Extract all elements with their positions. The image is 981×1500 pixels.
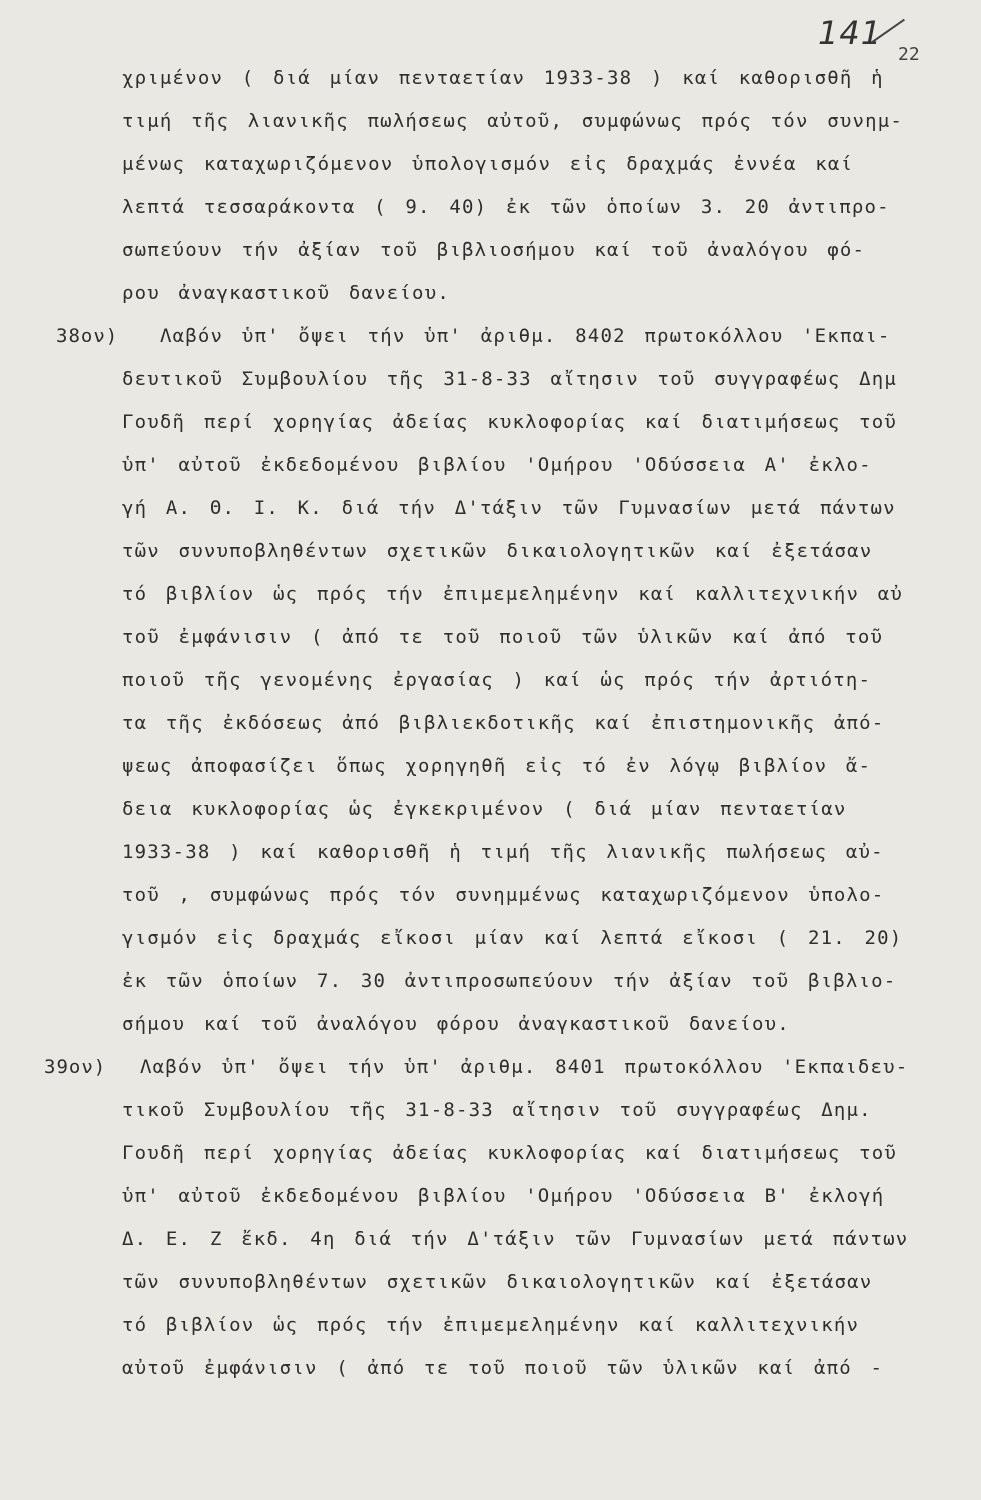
paragraph-number: 38ον) bbox=[56, 325, 119, 347]
text-line: τοῦ ἐμφάνισιν ( ἀπό τε τοῦ ποιοῦ τῶν ὑλικῶν καί ἀπό τοῦ bbox=[122, 626, 884, 648]
text-line: σήμου καί τοῦ ἀναλόγου φόρου ἀναγκαστικοῦ δανείου. bbox=[122, 1013, 790, 1035]
handwritten-page-number: 141 bbox=[818, 14, 883, 52]
text-line: χριμένον ( διά μίαν πενταετίαν 1933-38 ) καί καθορισθῆ ἡ bbox=[122, 67, 884, 89]
text-line: ὑπ' αὐτοῦ ἐκδεδομένου βιβλίου 'Ομήρου 'Οδύσσεια Α' ἐκλο- bbox=[122, 454, 872, 476]
text-line: τικοῦ Συμβουλίου τῆς 31-8-33 αἴτησιν τοῦ συγγραφέως Δημ. bbox=[122, 1099, 872, 1121]
text-line: ποιοῦ τῆς γενομένης ἐργασίας ) καί ὡς πρός τήν ἀρτιότη- bbox=[122, 669, 872, 691]
text-line: ὑπ' αὐτοῦ ἐκδεδομένου βιβλίου 'Ομήρου 'Οδύσσεια Β' ἐκλογή bbox=[122, 1185, 885, 1207]
text-line: μένως καταχωριζόμενον ὑπολογισμόν εἰς δραχμάς ἐννέα καί bbox=[122, 153, 854, 175]
text-line: Λαβόν ὑπ' ὄψει τήν ὑπ' ἀριθμ. 8402 πρωτοκόλλου 'Εκπαι- bbox=[160, 325, 891, 347]
typed-page-number: 22 bbox=[898, 44, 920, 65]
text-line: αὐτοῦ ἐμφάνισιν ( ἀπό τε τοῦ ποιοῦ τῶν ὑλικῶν καί ἀπό - bbox=[122, 1357, 884, 1379]
paragraph-number: 39ον) bbox=[44, 1056, 107, 1078]
text-line: τοῦ , συμφώνως πρός τόν συνημμένως καταχωριζόμενον ὑπολο- bbox=[122, 884, 885, 906]
text-line: ρου ἀναγκαστικοῦ δανείου. bbox=[122, 282, 450, 304]
text-line: Λαβόν ὑπ' ὄψει τήν ὑπ' ἀριθμ. 8401 πρωτοκόλλου 'Εκπαιδευ- bbox=[140, 1056, 909, 1078]
text-line: δευτικοῦ Συμβουλίου τῆς 31-8-33 αἴτησιν τοῦ συγγραφέως Δημ bbox=[122, 368, 898, 390]
text-line: τα τῆς ἐκδόσεως ἀπό βιβλιεκδοτικῆς καί ἐπιστημονικῆς ἀπό- bbox=[122, 712, 885, 734]
text-line: 1933-38 ) καί καθορισθῆ ἡ τιμή τῆς λιανικῆς πωλήσεως αὐ- bbox=[122, 841, 884, 863]
text-line: σωπεύουν τήν ἀξίαν τοῦ βιβλιοσήμου καί τοῦ ἀναλόγου φό- bbox=[122, 239, 866, 261]
text-line: Γουδῆ περί χορηγίας ἀδείας κυκλοφορίας καί διατιμήσεως τοῦ bbox=[122, 1142, 898, 1164]
text-line: ἐκ τῶν ὁποίων 7. 30 ἀντιπροσωπεύουν τήν ἀξίαν τοῦ βιβλιο- bbox=[122, 970, 897, 992]
text-line: γή Α. Θ. Ι. Κ. διά τήν Δ'τάξιν τῶν Γυμνασίων μετά πάντων bbox=[122, 497, 896, 519]
text-line: τό βιβλίον ὡς πρός τήν ἐπιμεμελημένην καί καλλιτεχνικήν αὐ bbox=[122, 583, 904, 605]
text-line: λεπτά τεσσαράκοντα ( 9. 40) ἐκ τῶν ὁποίων 3. 20 ἀντιπρο- bbox=[122, 196, 890, 218]
text-line: τό βιβλίον ὡς πρός τήν ἐπιμεμελημένην καί καλλιτεχνικήν bbox=[122, 1314, 860, 1336]
text-line: Γουδῆ περί χορηγίας ἀδείας κυκλοφορίας καί διατιμήσεως τοῦ bbox=[122, 411, 898, 433]
text-line: τιμή τῆς λιανικῆς πωλήσεως αὐτοῦ, συμφώνως πρός τόν συνημ- bbox=[122, 110, 904, 132]
text-line: ψεως ἀποφασίζει ὅπως χορηγηθῆ εἰς τό ἐν λόγῳ βιβλίον ἄ- bbox=[122, 755, 872, 777]
text-line: Δ. Ε. Ζ ἔκδ. 4η διά τήν Δ'τάξιν τῶν Γυμνασίων μετά πάντων bbox=[122, 1228, 909, 1250]
text-line: τῶν συνυποβληθέντων σχετικῶν δικαιολογητικῶν καί ἐξετάσαν bbox=[122, 540, 873, 562]
text-line: δεια κυκλοφορίας ὡς ἐγκεκριμένον ( διά μίαν πενταετίαν bbox=[122, 798, 847, 820]
text-line: γισμόν εἰς δραχμάς εἴκοσι μίαν καί λεπτά εἴκοσι ( 21. 20) bbox=[122, 927, 903, 949]
text-line: τῶν συνυποβληθέντων σχετικῶν δικαιολογητικῶν καί ἐξετάσαν bbox=[122, 1271, 873, 1293]
